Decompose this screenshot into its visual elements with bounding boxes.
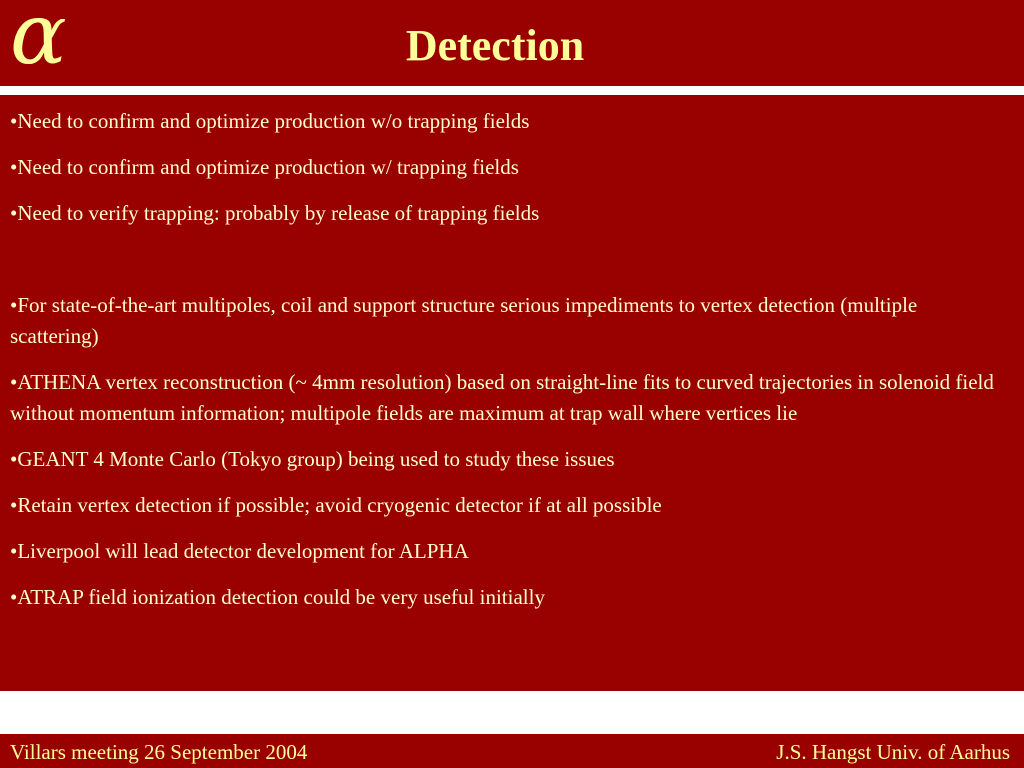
bullet-icon: • [10, 155, 18, 179]
bullet-icon: • [10, 539, 18, 563]
bullet-text: GEANT 4 Monte Carlo (Tokyo group) being used to study these issues [17, 447, 615, 471]
bullet-item [10, 198, 1000, 229]
bullet-icon: • [10, 493, 18, 517]
bullet-item [10, 367, 1000, 429]
bullet-list [10, 106, 1000, 628]
bullet-icon: • [10, 447, 18, 471]
bullet-text: ATRAP field ionization detection could be very useful initially [17, 585, 545, 609]
bullet-item [10, 444, 1000, 475]
bullet-text: Need to verify trapping: probably by release of trapping fields [17, 201, 540, 225]
header-divider [0, 86, 1024, 95]
bullet-item [10, 582, 1000, 613]
bullet-icon: • [10, 293, 18, 317]
bullet-text: Need to confirm and optimize production w/ trapping fields [17, 155, 519, 179]
bullet-icon: • [10, 201, 18, 225]
slide-title: Detection [405, 21, 585, 70]
bullet-item [10, 536, 1000, 567]
bullet-icon: • [10, 585, 18, 609]
bullet-icon: • [10, 370, 18, 394]
bullet-item [10, 490, 1000, 521]
bullet-text: Need to confirm and optimize production w/o trapping fields [17, 109, 530, 133]
bullet-text: For state-of-the-art multipoles, coil and support structure serious impediments to vertex detection (multiple scattering) [10, 293, 918, 348]
bullet-icon: • [10, 109, 18, 133]
bullet-item [10, 106, 1000, 137]
bullet-text: ATHENA vertex reconstruction (~ 4mm resolution) based on straight-line fits to curved trajectories in solenoid field without momentum information; multipole fields are maximum at trap wall where vertices lie [10, 370, 994, 425]
alpha-logo: α [10, 0, 67, 83]
bullet-text: Retain vertex detection if possible; avoid cryogenic detector if at all possible [17, 493, 662, 517]
bullet-item [10, 152, 1000, 183]
bullet-item [10, 290, 1000, 352]
footer-author: J.S. Hangst Univ. of Aarhus [776, 740, 1010, 764]
footer-meeting: Villars meeting 26 September 2004 [10, 740, 308, 764]
bullet-text: Liverpool will lead detector development for ALPHA [17, 539, 469, 563]
